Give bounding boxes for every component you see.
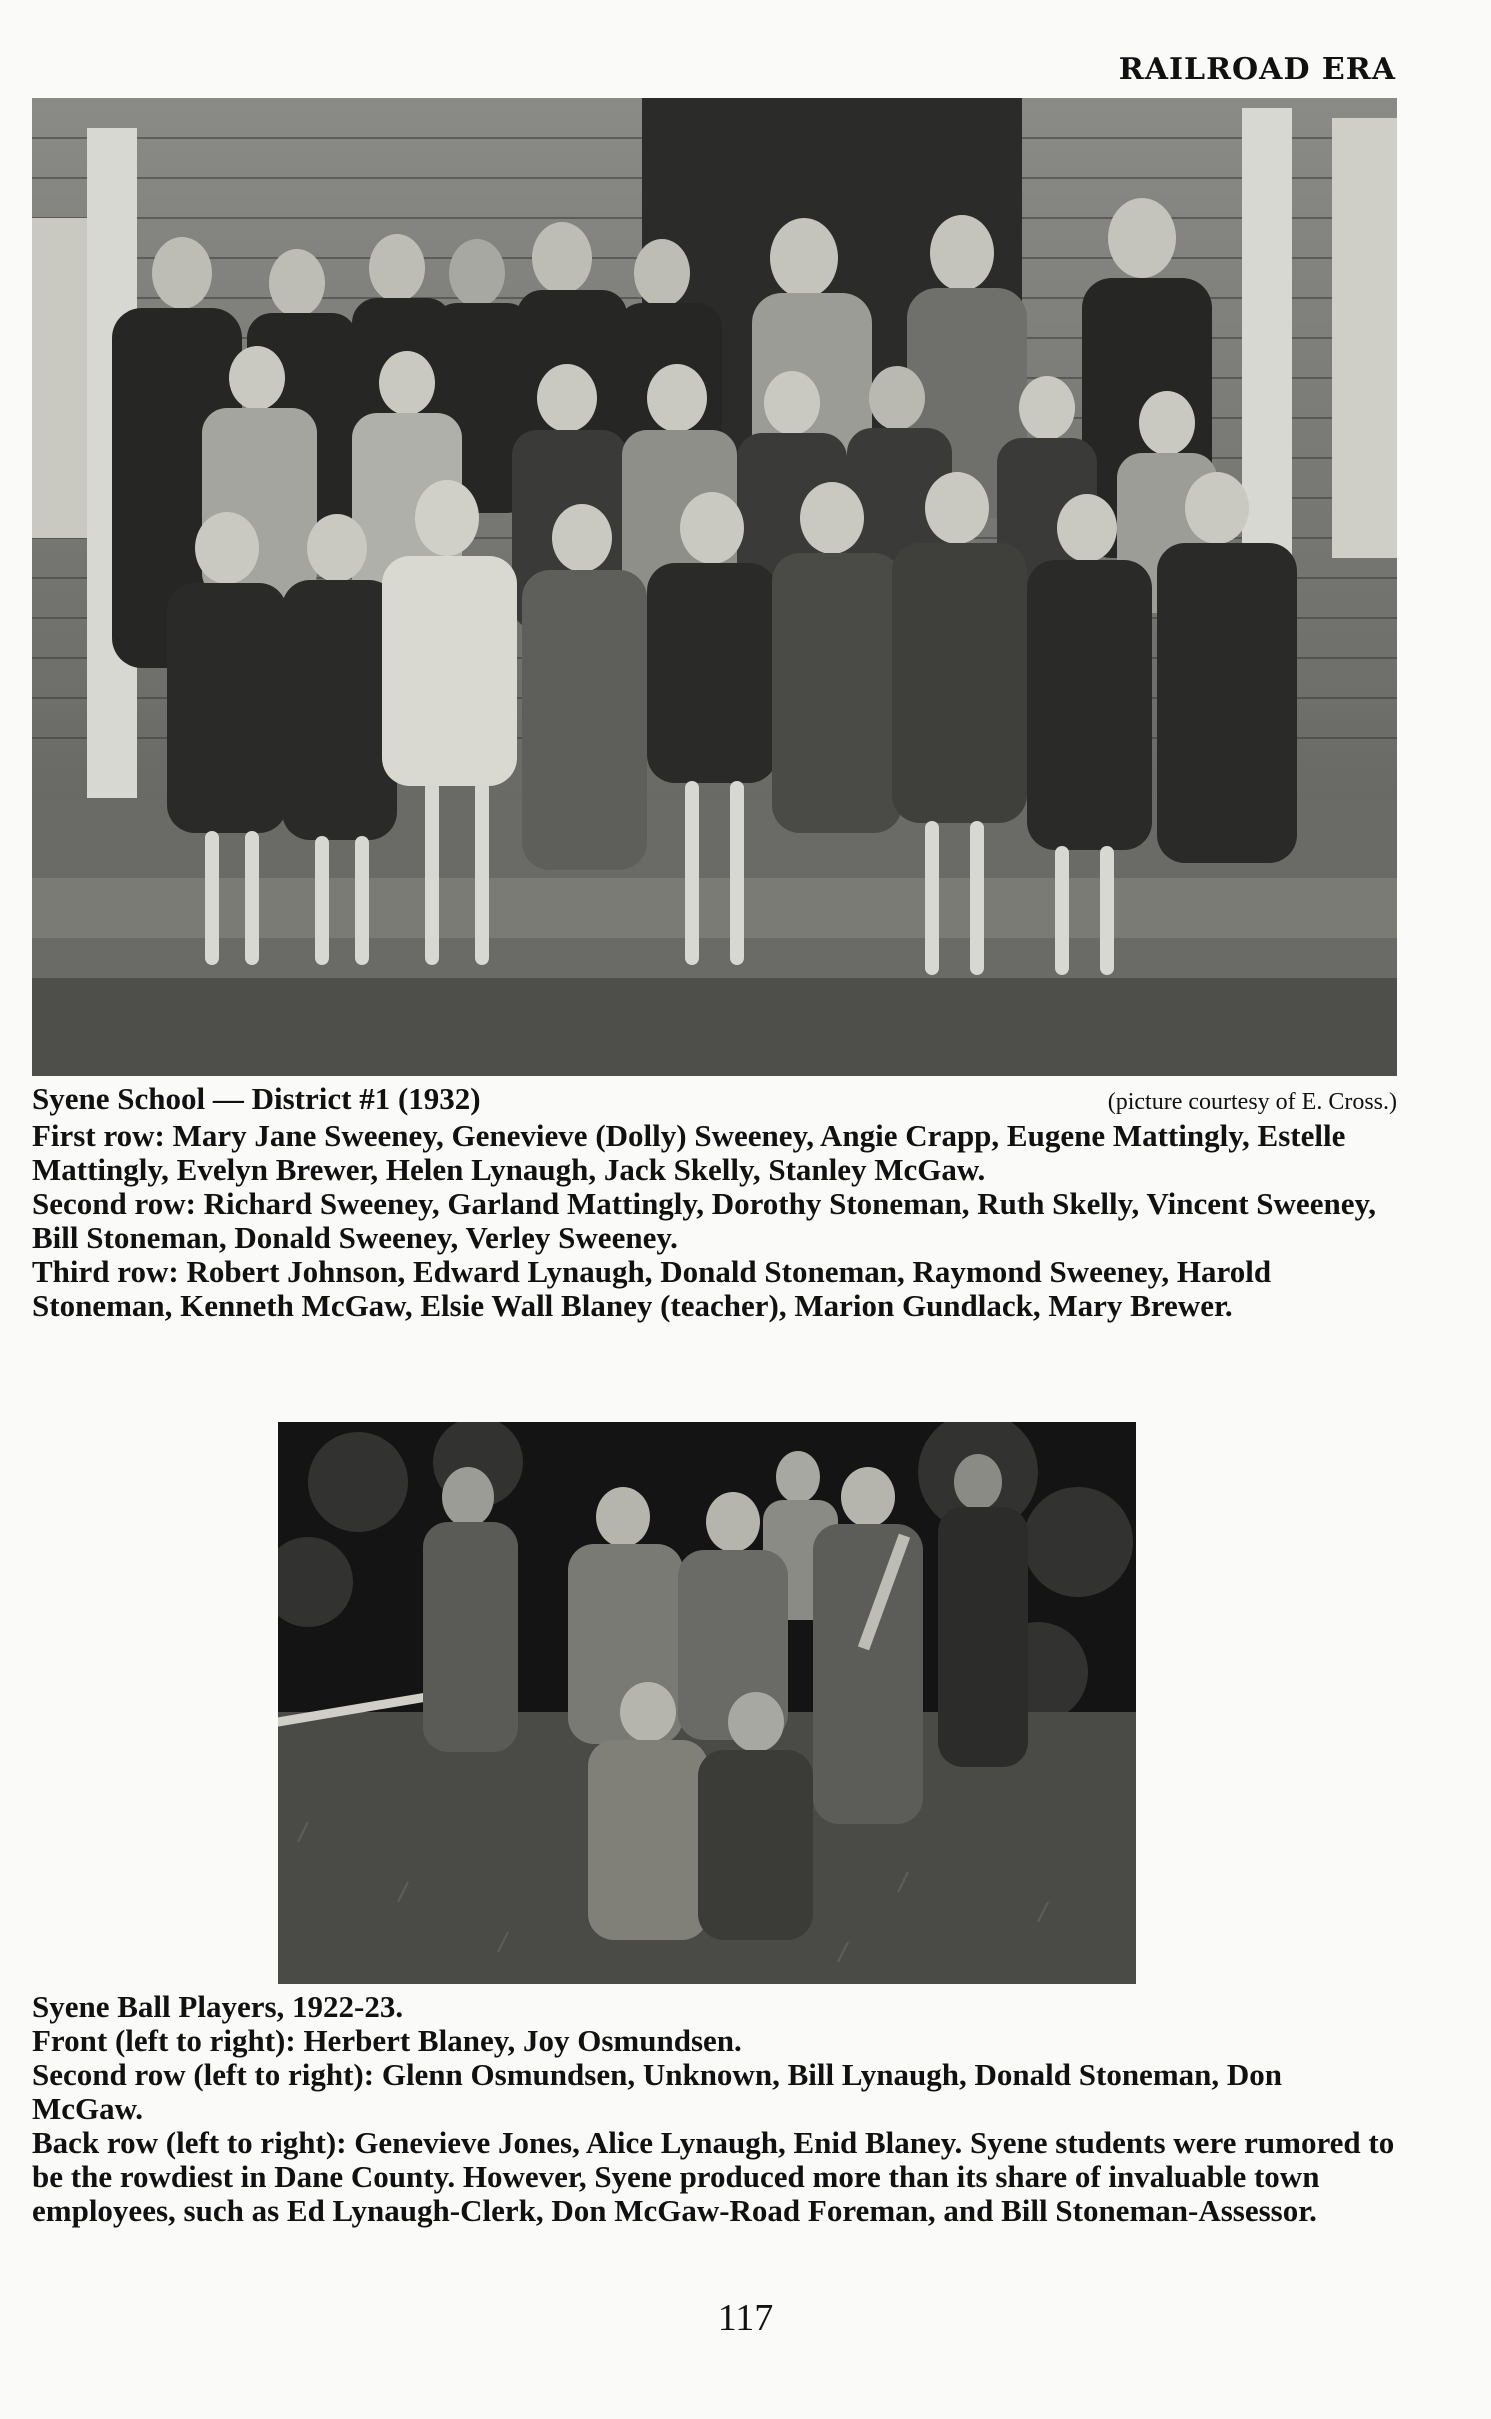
school-photo-caption <box>32 1082 1397 1323</box>
third-row-names: Third row: Robert Johnson, Edward Lynaugh, Donald Stoneman, Raymond Sweeney, Harold Stoneman, Kenneth McGaw, Elsie Wall Blaney (teacher), Marion Gundlack, Mary Brewer. <box>32 1254 1272 1323</box>
school-photo-title: Syene School — District #1 (1932) <box>32 1081 481 1116</box>
school-group-photo <box>32 98 1397 1076</box>
front-row-names: Front (left to right): Herbert Blaney, Joy Osmundsen. <box>32 2023 742 2058</box>
first-row-names: First row: Mary Jane Sweeney, Genevieve (Dolly) Sweeney, Angie Crapp, Eugene Mattingly, Estelle Mattingly, Evelyn Brewer, Helen Lynaugh, Jack Skelly, Stanley McGaw. <box>32 1118 1346 1187</box>
photo-credit: (picture courtesy of E. Cross.) <box>1107 1089 1397 1115</box>
ball-players-caption <box>32 1990 1397 2228</box>
second-row-names: Second row: Richard Sweeney, Garland Mattingly, Dorothy Stoneman, Ruth Skelly, Vincent Sweeney, Bill Stoneman, Donald Sweeney, Verley Sweeney. <box>32 1186 1376 1255</box>
ball-players-photo <box>278 1422 1136 1984</box>
back-row-names: Back row (left to right): Genevieve Jones, Alice Lynaugh, Enid Blaney. Syene students were rumored to be the rowdiest in Dane County. However, Syene produced more than its share of invaluable town employees, such as Ed Lynaugh-Clerk, Don McGaw-Road Foreman, and Bill Stoneman-Assessor. <box>32 2125 1395 2228</box>
ball-players-title: Syene Ball Players, 1922-23. <box>32 1989 404 2024</box>
running-head: RAILROAD ERA <box>1118 52 1396 87</box>
second-row-names: Second row (left to right): Glenn Osmundsen, Unknown, Bill Lynaugh, Donald Stoneman, Don McGaw. <box>32 2057 1283 2126</box>
page-number: 117 <box>717 2297 774 2339</box>
